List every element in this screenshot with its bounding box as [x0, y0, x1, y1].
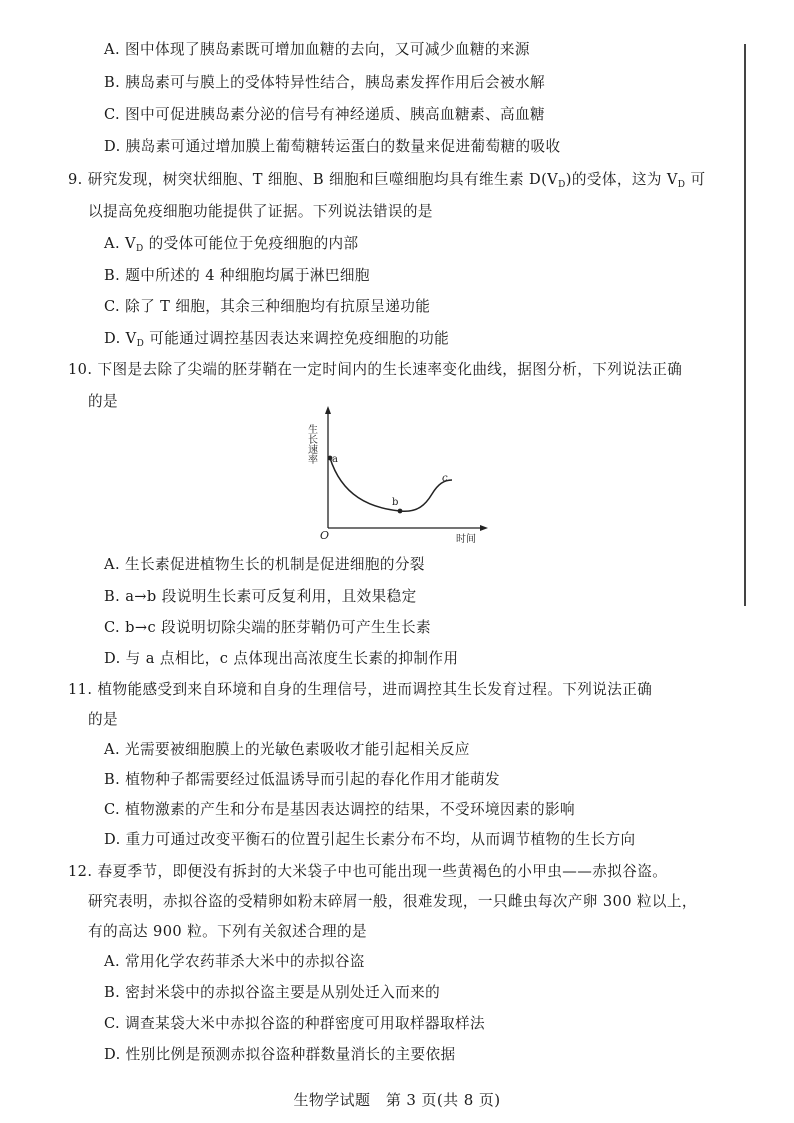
- q12-stem-line1: 12. 春夏季节，即便没有拆封的大米袋子中也可能出现一些黄褐色的小甲虫——赤拟谷盗。: [68, 863, 668, 880]
- q11-stem-line1: 11. 植物能感受到来自环境和自身的生理信号，进而调控其生长发育过程。下列说法正确: [68, 681, 653, 698]
- x-axis-arrow: [480, 525, 488, 531]
- q10-stem-line1: 10. 下图是去除了尖端的胚芽鞘在一定时间内的生长速率变化曲线，据图分析，下列说法正确: [68, 361, 683, 378]
- q8-option-d: D. 胰岛素可通过增加膜上葡萄糖转运蛋白的数量来促进葡萄糖的吸收: [104, 138, 561, 155]
- q11-number: 11.: [68, 681, 93, 698]
- q9-option-a: A. $V_D$ 的受体可能位于免疫细胞的内部: [104, 235, 359, 254]
- y-axis-arrow: [325, 406, 331, 414]
- q8-option-b: B. 胰岛素可与膜上的受体特异性结合，胰岛素发挥作用后会被水解: [104, 74, 546, 91]
- y-axis-label: 生长速率: [305, 424, 317, 464]
- q8-option-a: A. 图中体现了胰岛素既可增加血糖的去向，又可减少血糖的来源: [104, 41, 530, 58]
- q8-option-c: C. 图中可促进胰岛素分泌的信号有神经递质、胰高血糖素、高血糖: [104, 106, 545, 123]
- q11-option-c: C. 植物激素的产生和分布是基因表达调控的结果，不受环境因素的影响: [104, 801, 575, 818]
- point-b-label: b: [392, 497, 399, 508]
- growth-curve: [330, 458, 452, 511]
- q12-option-d: D. 性别比例是预测赤拟谷盗种群数量消长的主要依据: [104, 1046, 456, 1063]
- q9-number: 9.: [68, 171, 83, 188]
- q12-option-a: A. 常用化学农药菲杀大米中的赤拟谷盗: [104, 953, 365, 970]
- page-footer: 生物学试题 第 3 页(共 8 页): [293, 1091, 501, 1109]
- q11-option-d: D. 重力可通过改变平衡石的位置引起生长素分布不均，从而调节植物的生长方向: [104, 831, 636, 848]
- q9-option-c: C. 除了 T 细胞，其余三种细胞均有抗原呈递功能: [104, 298, 431, 315]
- q10-option-c: C. b→c 段说明切除尖端的胚芽鞘仍可产生生长素: [104, 619, 431, 636]
- q11-option-a: A. 光需要被细胞膜上的光敏色素吸收才能引起相关反应: [104, 741, 470, 758]
- q12-option-b: B. 密封米袋中的赤拟谷盗主要是从别处迁入而来的: [104, 984, 441, 1001]
- q12-stem-line2: 研究表明，赤拟谷盗的受精卵如粉末碎屑一般，很难发现，一只雌虫每次产卵 300 粒以上，: [88, 893, 697, 910]
- point-b-marker: [398, 509, 403, 514]
- x-axis-label: 时间: [456, 534, 476, 545]
- q12-number: 12.: [68, 863, 93, 880]
- q10-stem-line2: 的是: [88, 393, 118, 410]
- q10-option-a: A. 生长素促进植物生长的机制是促进细胞的分裂: [104, 556, 425, 573]
- q11-stem-line2: 的是: [88, 711, 118, 728]
- q11-option-b: B. 植物种子都需要经过低温诱导而引起的春化作用才能萌发: [104, 771, 501, 788]
- q9-stem-line2: 以提高免疫细胞功能提供了证据。下列说法错误的是: [88, 203, 433, 220]
- origin-label: O: [320, 529, 330, 542]
- q12-stem-line3: 有的高达 900 粒。下列有关叙述合理的是: [88, 923, 368, 940]
- q10-option-b: B. a→b 段说明生长素可反复利用，且效果稳定: [104, 588, 417, 605]
- q12-option-c: C. 调查某袋大米中赤拟谷盗的种群密度可用取样器取样法: [104, 1015, 485, 1032]
- growth-rate-figure: [300, 400, 500, 548]
- q10-option-d: D. 与 a 点相比，c 点体现出高浓度生长素的抑制作用: [104, 650, 459, 667]
- point-c-label: c: [442, 473, 448, 484]
- q9-option-b: B. 题中所述的 4 种细胞均属于淋巴细胞: [104, 267, 370, 284]
- q9-stem-line1: 9. 研究发现，树突状细胞、T 细胞、B 细胞和巨噬细胞均具有维生素 $D(V_D)$的受体，这为 $V_D$ 可: [68, 171, 706, 190]
- q9-option-d: D. $V_D$ 可能通过调控基因表达来调控免疫细胞的功能: [104, 330, 450, 349]
- q10-number: 10.: [68, 361, 93, 378]
- margin-rule: [744, 44, 746, 606]
- point-a-label: a: [332, 454, 338, 465]
